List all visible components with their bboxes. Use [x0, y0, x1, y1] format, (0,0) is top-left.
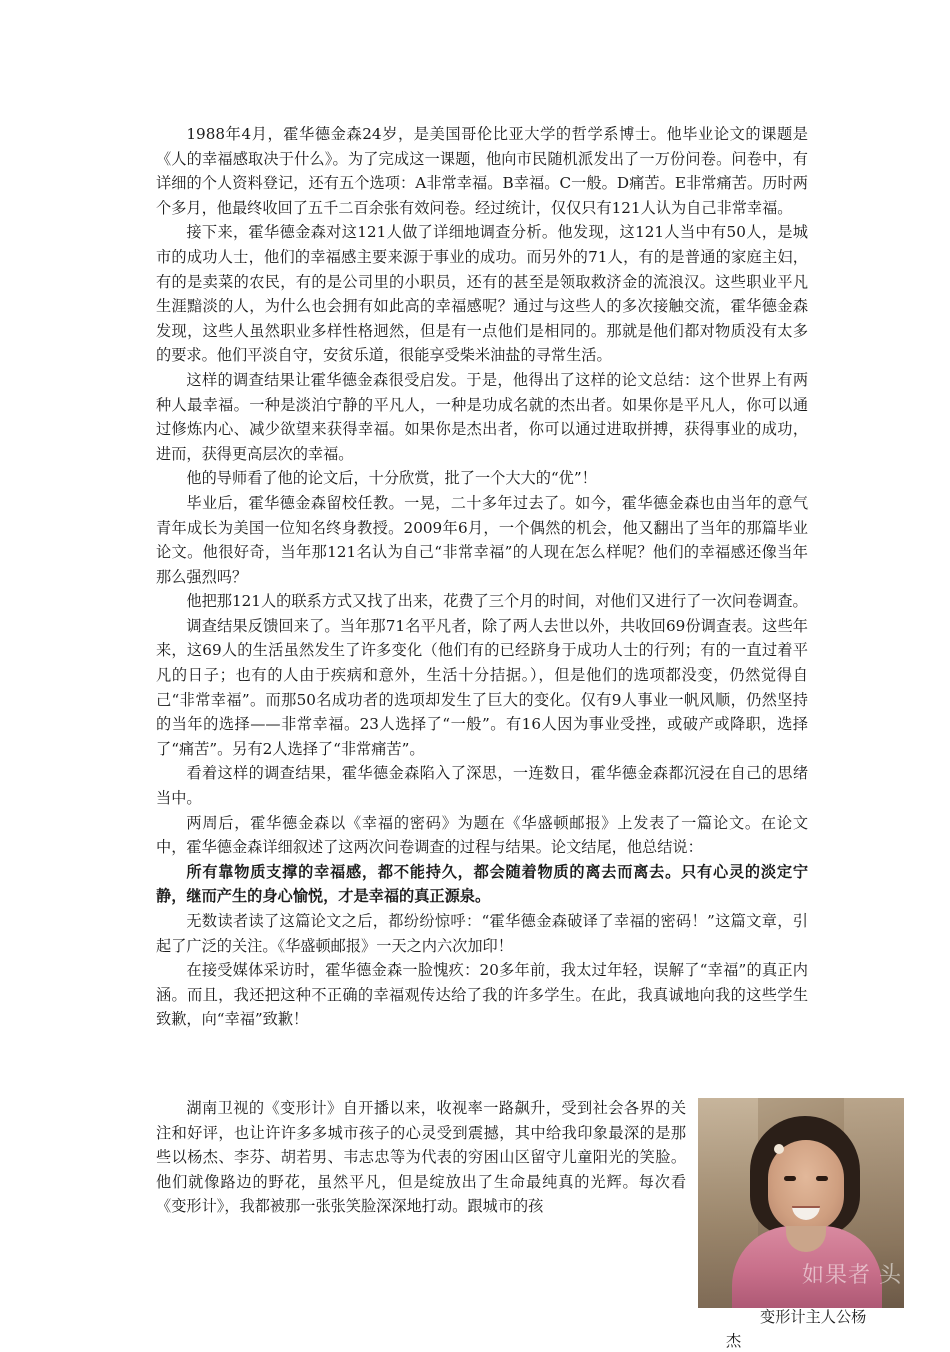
- paragraph-4: 他的导师看了他的论文后，十分欣赏，批了一个大大的“优”！: [186, 469, 597, 488]
- article-second: [156, 1096, 686, 1219]
- paragraph-11: 无数读者读了这篇论文之后，都纷纷惊呼：“霍华德金森破译了幸福的密码！”这篇文章，引起了广泛的关注。《华盛顿邮报》一天之内六次加印！: [156, 912, 808, 955]
- photo-eye-left: [784, 1176, 796, 1181]
- paragraph-bianxingji: 湖南卫视的《变形计》自开播以来，收视率一路飙升，受到社会各界的关注和好评，也让许许多多城市孩子的心灵受到震撼，其中给我印象最深的是那些以杨杰、李芬、胡若男、韦志忠等为代表的穷困山区留守儿童阳光的笑脸。他们就像路边的野花，虽然平凡，但是绽放出了生命最纯真的光辉。每次看《变形计》，我都被那一张张笑脸深深地打动。跟城市的孩: [156, 1099, 686, 1216]
- paragraph-5: 毕业后，霍华德金森留校任教。一晃，二十多年过去了。如今，霍华德金森也由当年的意气青年成长为美国一位知名终身教授。2009年6月，一个偶然的机会，他又翻出了当年的那篇毕业论文。他很好奇，当年那121名认为自己“非常幸福”的人现在怎么样呢？他们的幸福感还像当年那么强烈吗？: [156, 493, 808, 586]
- caption-line-1: 变形计主人公杨: [760, 1308, 867, 1326]
- paragraph-10-quote: 所有靠物质支撑的幸福感，都不能持久，都会随着物质的离去而离去。只有心灵的淡定宁静，继而产生的身心愉悦，才是幸福的真正源泉。: [156, 862, 808, 906]
- paragraph-1: 1988年4月，霍华德金森24岁，是美国哥伦比亚大学的哲学系博士。他毕业论文的课题是《人的幸福感取决于什么》。为了完成这一课题，他向市民随机派发出了一万份问卷。问卷中，有详细的个人资料登记，还有五个选项：A非常幸福。B幸福。C一般。D痛苦。E非常痛苦。历时两个多月，他最终收回了五千二百余张有效问卷。经过统计，仅仅只有121人认为自己非常幸福。: [156, 125, 808, 217]
- paragraph-8: 看着这样的调查结果，霍华德金森陷入了深思，一连数日，霍华德金森都沉浸在自己的思绪当中。: [156, 764, 808, 808]
- photo-eye-right: [816, 1176, 828, 1181]
- paragraph-2: 接下来，霍华德金森对这121人做了详细地调查分析。他发现，这121人当中有50人，是城市的成功人士，他们的幸福感主要来源于事业的成功。而另外的71人，有的是普通的家庭主妇，有的是卖菜的农民，有的是公司里的小职员，还有的甚至是领取救济金的流浪汉。这些职业平凡生涯黯淡的人，为什么也会拥有如此高的幸福感呢？通过与这些人的多次接触交流，霍华德金森发现，这些人虽然职业多样性格迥然，但是有一点他们是相同的。那就是他们都对物质没有太多的要求。他们平淡自守，安贫乐道，很能享受柴米油盐的寻常生活。: [156, 223, 808, 365]
- paragraph-6: 他把那121人的联系方式又找了出来，花费了三个月的时间，对他们又进行了一次问卷调查。: [186, 592, 808, 611]
- article-main: [156, 122, 808, 1032]
- photo-watermark: 如果者 头: [802, 1263, 902, 1288]
- photo-girl: [698, 1098, 904, 1308]
- paragraph-7: 调查结果反馈回来了。当年那71名平凡者，除了两人去世以外，共收回69份调查表。这些年来，这69人的生活虽然发生了许多变化（他们有的已经跻身于成功人士的行列；有的一直过着平凡的日子；也有的人由于疾病和意外，生活十分拮据。），但是他们的选项都没变，仍然觉得自己“非常幸福”。而那50名成功者的选项却发生了巨大的变化。仅有9人事业一帆风顺，仍然坚持的当年的选择——非常幸福。23人选择了“一般”。有16人因为事业受挫，或破产或降职，选择了“痛苦”。另有2人选择了“非常痛苦”。: [156, 616, 808, 758]
- caption-line-2: 杰: [726, 1332, 742, 1350]
- paragraph-12: 在接受媒体采访时，霍华德金森一脸愧疚：20多年前，我太过年轻，误解了“幸福”的真正内涵。而且，我还把这种不正确的幸福观传达给了我的许多学生。在此，我真诚地向我的这些学生致歉，向“幸福”致歉！: [156, 961, 808, 1029]
- paragraph-3: 这样的调查结果让霍华德金森很受启发。于是，他得出了这样的论文总结：这个世界上有两种人最幸福。一种是淡泊宁静的平凡人，一种是功成名就的杰出者。如果你是平凡人，你可以通过修炼内心、减少欲望来获得幸福。如果你是杰出者，你可以通过进取拼搏，获得事业的成功，进而，获得更高层次的幸福。: [156, 370, 808, 463]
- photo-caption: [698, 1306, 904, 1350]
- paragraph-9: 两周后，霍华德金森以《幸福的密码》为题在《华盛顿邮报》上发表了一篇论文。在论文中，霍华德金森详细叙述了这两次问卷调查的过程与结果。论文结尾，他总结说：: [156, 813, 808, 857]
- photo-hair-clip: [774, 1144, 784, 1154]
